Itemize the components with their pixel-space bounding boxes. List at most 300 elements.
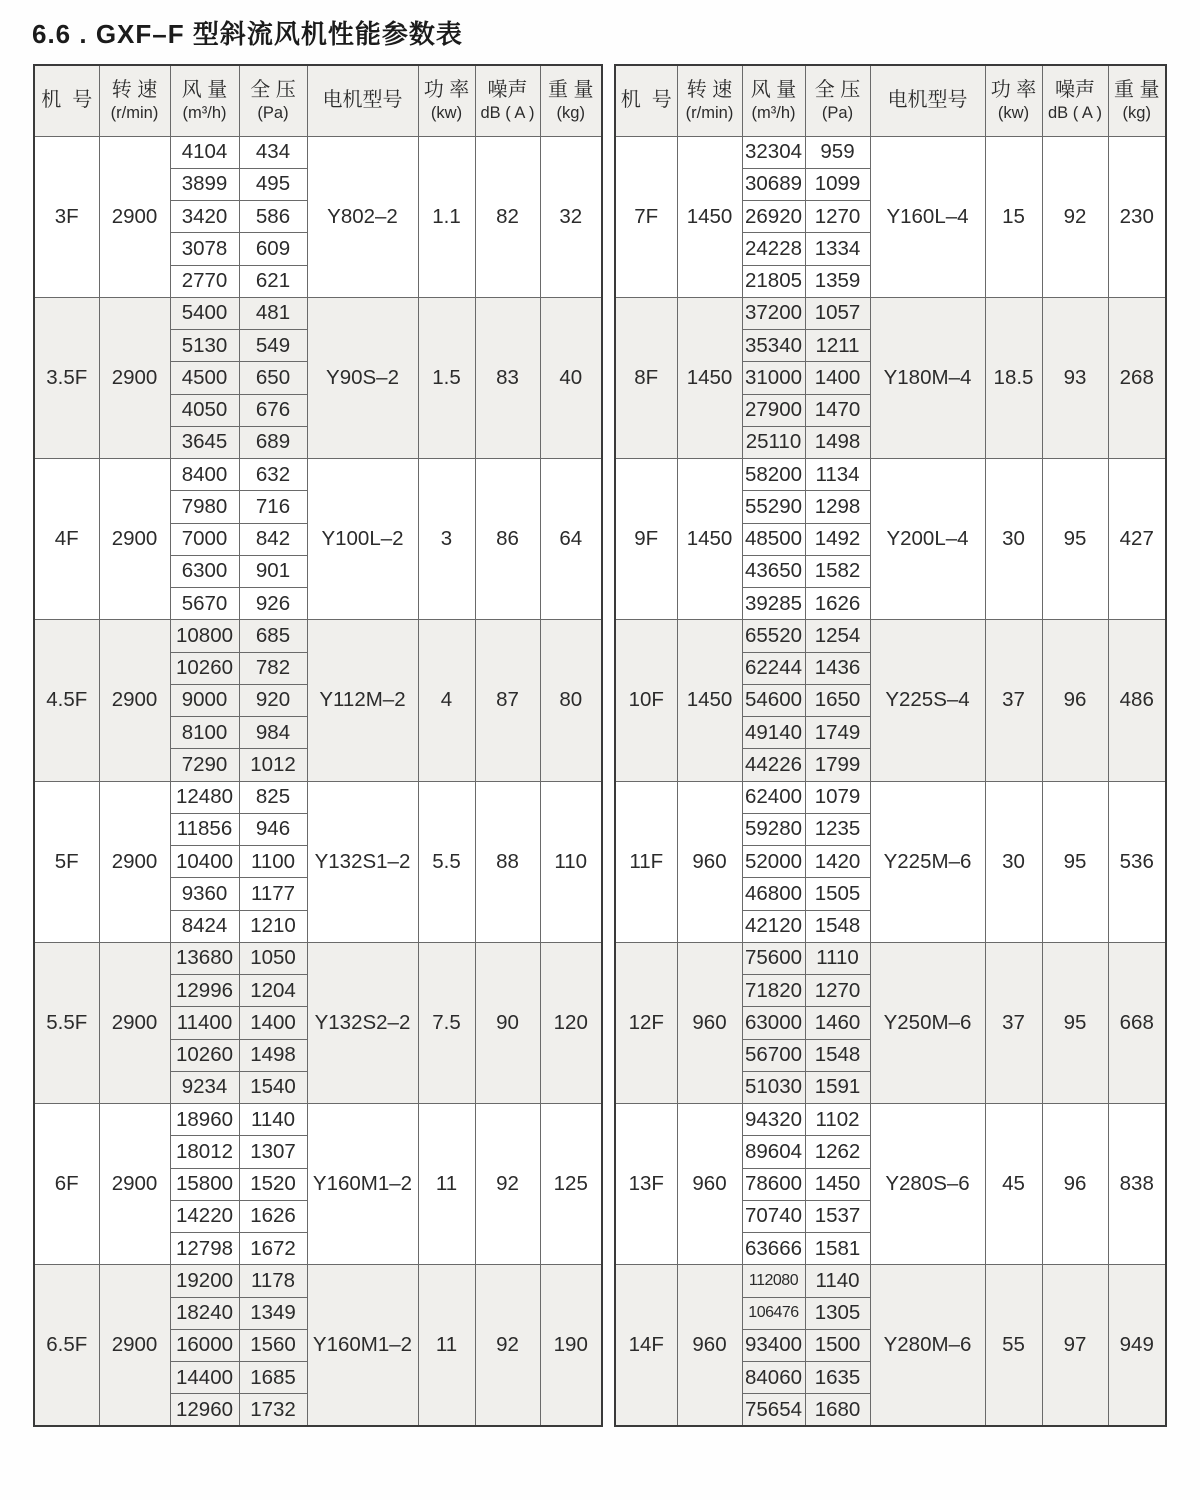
model-cell: 5.5F <box>34 942 99 1103</box>
airflow-cell: 89604 <box>742 1136 805 1168</box>
pressure-cell: 1650 <box>805 684 870 716</box>
weight-cell: 230 <box>1108 136 1166 297</box>
weight-cell: 32 <box>540 136 602 297</box>
pressure-cell: 689 <box>239 426 307 458</box>
airflow-cell: 19200 <box>170 1265 239 1297</box>
airflow-cell: 8400 <box>170 459 239 491</box>
page-title: 6.6 . GXF–F 型斜流风机性能参数表 <box>32 19 463 49</box>
pressure-cell: 1400 <box>805 362 870 394</box>
airflow-cell: 11856 <box>170 813 239 845</box>
model-cell: 12F <box>615 942 677 1103</box>
model-cell: 14F <box>615 1265 677 1426</box>
weight-cell: 190 <box>540 1265 602 1426</box>
airflow-cell: 25110 <box>742 426 805 458</box>
noise-cell: 93 <box>1042 297 1108 458</box>
pressure-cell: 1548 <box>805 910 870 942</box>
airflow-cell: 75654 <box>742 1394 805 1426</box>
airflow-cell: 8100 <box>170 717 239 749</box>
airflow-cell: 62244 <box>742 652 805 684</box>
airflow-cell: 63000 <box>742 1007 805 1039</box>
col-header-speed <box>677 65 742 136</box>
speed-cell: 960 <box>677 1265 742 1426</box>
pressure-cell: 1177 <box>239 878 307 910</box>
airflow-cell: 59280 <box>742 813 805 845</box>
noise-cell: 86 <box>475 459 540 620</box>
pressure-cell: 1400 <box>239 1007 307 1039</box>
pressure-cell: 495 <box>239 168 307 200</box>
noise-cell: 83 <box>475 297 540 458</box>
fan-row-12F-point-1 <box>615 942 1166 974</box>
power-cell: 4 <box>418 620 475 781</box>
motor-cell: Y112M–2 <box>307 620 418 781</box>
motor-cell: Y132S2–2 <box>307 942 418 1103</box>
pressure-cell: 901 <box>239 555 307 587</box>
col-header-airflow-label: 风 量 <box>750 78 797 101</box>
col-header-pressure <box>805 65 870 136</box>
model-cell: 9F <box>615 459 677 620</box>
model-cell: 13F <box>615 1104 677 1265</box>
col-header-motor <box>870 65 985 136</box>
airflow-cell: 54600 <box>742 684 805 716</box>
weight-cell: 80 <box>540 620 602 781</box>
airflow-cell: 43650 <box>742 555 805 587</box>
col-header-airflow-unit: (m³/h) <box>751 103 796 122</box>
noise-cell: 82 <box>475 136 540 297</box>
pressure-cell: 1334 <box>805 233 870 265</box>
airflow-cell: 10260 <box>170 652 239 684</box>
col-header-airflow <box>742 65 805 136</box>
airflow-cell: 65520 <box>742 620 805 652</box>
pressure-cell: 1100 <box>239 846 307 878</box>
speed-cell: 2900 <box>99 942 170 1103</box>
airflow-cell: 5130 <box>170 330 239 362</box>
pressure-cell: 1211 <box>805 330 870 362</box>
pressure-cell: 1140 <box>805 1265 870 1297</box>
airflow-cell: 18960 <box>170 1104 239 1136</box>
col-header-model <box>615 65 677 136</box>
weight-cell: 668 <box>1108 942 1166 1103</box>
airflow-cell: 6300 <box>170 555 239 587</box>
airflow-cell: 12480 <box>170 781 239 813</box>
pressure-cell: 632 <box>239 459 307 491</box>
performance-table-left <box>33 64 603 1427</box>
noise-cell: 95 <box>1042 781 1108 942</box>
col-header-model <box>34 65 99 136</box>
pressure-cell: 984 <box>239 717 307 749</box>
airflow-cell: 106476 <box>742 1297 805 1329</box>
model-cell: 4.5F <box>34 620 99 781</box>
airflow-cell: 11400 <box>170 1007 239 1039</box>
airflow-cell: 84060 <box>742 1362 805 1394</box>
airflow-cell: 3899 <box>170 168 239 200</box>
airflow-cell: 51030 <box>742 1071 805 1103</box>
pressure-cell: 1537 <box>805 1200 870 1232</box>
model-cell: 3F <box>34 136 99 297</box>
airflow-cell: 46800 <box>742 878 805 910</box>
airflow-cell: 4500 <box>170 362 239 394</box>
power-cell: 5.5 <box>418 781 475 942</box>
motor-cell: Y802–2 <box>307 136 418 297</box>
col-header-speed-unit: (r/min) <box>110 103 159 122</box>
pressure-cell: 1582 <box>805 555 870 587</box>
motor-cell: Y160M1–2 <box>307 1265 418 1426</box>
col-header-power <box>418 65 475 136</box>
airflow-cell: 58200 <box>742 459 805 491</box>
airflow-cell: 12960 <box>170 1394 239 1426</box>
col-header-power-label: 功 率 <box>990 78 1037 101</box>
pressure-cell: 1450 <box>805 1168 870 1200</box>
fan-row-10F-point-1 <box>615 620 1166 652</box>
pressure-cell: 1685 <box>239 1362 307 1394</box>
motor-cell: Y280M–6 <box>870 1265 985 1426</box>
airflow-cell: 10400 <box>170 846 239 878</box>
pressure-cell: 1210 <box>239 910 307 942</box>
pressure-cell: 1307 <box>239 1136 307 1168</box>
pressure-cell: 782 <box>239 652 307 684</box>
motor-cell: Y225M–6 <box>870 781 985 942</box>
airflow-cell: 12798 <box>170 1233 239 1265</box>
noise-cell: 92 <box>475 1265 540 1426</box>
col-header-speed-label: 转 速 <box>111 78 158 101</box>
airflow-cell: 9234 <box>170 1071 239 1103</box>
pressure-cell: 1110 <box>805 942 870 974</box>
noise-cell: 95 <box>1042 459 1108 620</box>
airflow-cell: 7000 <box>170 523 239 555</box>
power-cell: 30 <box>985 781 1042 942</box>
col-header-pressure-label: 全 压 <box>250 78 296 101</box>
airflow-cell: 75600 <box>742 942 805 974</box>
col-header-speed <box>99 65 170 136</box>
motor-cell: Y250M–6 <box>870 942 985 1103</box>
airflow-cell: 16000 <box>170 1329 239 1361</box>
pressure-cell: 1548 <box>805 1039 870 1071</box>
motor-cell: Y132S1–2 <box>307 781 418 942</box>
airflow-cell: 18012 <box>170 1136 239 1168</box>
pressure-cell: 716 <box>239 491 307 523</box>
col-header-weight-label: 重 量 <box>1113 78 1160 101</box>
noise-cell: 90 <box>475 942 540 1103</box>
pressure-cell: 1254 <box>805 620 870 652</box>
pressure-cell: 959 <box>805 136 870 168</box>
pressure-cell: 920 <box>239 684 307 716</box>
performance-table-right <box>614 64 1167 1427</box>
pressure-cell: 926 <box>239 588 307 620</box>
motor-cell: Y200L–4 <box>870 459 985 620</box>
airflow-cell: 62400 <box>742 781 805 813</box>
speed-cell: 2900 <box>99 781 170 942</box>
col-header-noise <box>1042 65 1108 136</box>
pressure-cell: 1672 <box>239 1233 307 1265</box>
fan-row-8F-point-1 <box>615 297 1166 329</box>
airflow-cell: 63666 <box>742 1233 805 1265</box>
motor-cell: Y225S–4 <box>870 620 985 781</box>
col-header-noise <box>475 65 540 136</box>
airflow-cell: 56700 <box>742 1039 805 1071</box>
pressure-cell: 1420 <box>805 846 870 878</box>
pressure-cell: 586 <box>239 201 307 233</box>
model-cell: 6F <box>34 1104 99 1265</box>
weight-cell: 110 <box>540 781 602 942</box>
airflow-cell: 15800 <box>170 1168 239 1200</box>
col-header-power-unit: (kw) <box>997 103 1030 122</box>
airflow-cell: 24228 <box>742 233 805 265</box>
tables-container <box>33 64 1167 1427</box>
airflow-cell: 71820 <box>742 975 805 1007</box>
pressure-cell: 1359 <box>805 265 870 297</box>
model-cell: 8F <box>615 297 677 458</box>
pressure-cell: 1178 <box>239 1265 307 1297</box>
airflow-cell: 10800 <box>170 620 239 652</box>
pressure-cell: 1140 <box>239 1104 307 1136</box>
speed-cell: 2900 <box>99 297 170 458</box>
col-header-weight-unit: (kg) <box>1122 103 1151 122</box>
speed-cell: 1450 <box>677 136 742 297</box>
pressure-cell: 1520 <box>239 1168 307 1200</box>
pressure-cell: 1470 <box>805 394 870 426</box>
pressure-cell: 1057 <box>805 297 870 329</box>
airflow-cell: 4104 <box>170 136 239 168</box>
pressure-cell: 1498 <box>805 426 870 458</box>
pressure-cell: 1305 <box>805 1297 870 1329</box>
col-header-speed-unit: (r/min) <box>685 103 734 122</box>
airflow-cell: 70740 <box>742 1200 805 1232</box>
col-header-pressure-label: 全 压 <box>814 78 861 101</box>
fan-row-6F-point-1 <box>34 1104 602 1136</box>
airflow-cell: 21805 <box>742 265 805 297</box>
airflow-cell: 26920 <box>742 201 805 233</box>
pressure-cell: 621 <box>239 265 307 297</box>
speed-cell: 1450 <box>677 459 742 620</box>
col-header-power-unit: (kw) <box>430 103 463 122</box>
col-header-power-label: 功 率 <box>423 78 470 101</box>
col-header-motor-label: 电机型号 <box>887 89 968 112</box>
col-header-pressure-unit: (Pa) <box>821 103 854 122</box>
airflow-cell: 2770 <box>170 265 239 297</box>
weight-cell: 949 <box>1108 1265 1166 1426</box>
speed-cell: 1450 <box>677 297 742 458</box>
fan-row-5.5F-point-1 <box>34 942 602 974</box>
pressure-cell: 1270 <box>805 975 870 1007</box>
pressure-cell: 1540 <box>239 1071 307 1103</box>
noise-cell: 96 <box>1042 1104 1108 1265</box>
airflow-cell: 9000 <box>170 684 239 716</box>
weight-cell: 125 <box>540 1104 602 1265</box>
power-cell: 37 <box>985 620 1042 781</box>
pressure-cell: 1012 <box>239 749 307 781</box>
noise-cell: 92 <box>475 1104 540 1265</box>
col-header-pressure-unit: (Pa) <box>257 103 289 122</box>
motor-cell: Y180M–4 <box>870 297 985 458</box>
pressure-cell: 1492 <box>805 523 870 555</box>
weight-cell: 486 <box>1108 620 1166 781</box>
noise-cell: 87 <box>475 620 540 781</box>
airflow-cell: 42120 <box>742 910 805 942</box>
power-cell: 1.5 <box>418 297 475 458</box>
weight-cell: 427 <box>1108 459 1166 620</box>
power-cell: 1.1 <box>418 136 475 297</box>
col-header-weight <box>540 65 602 136</box>
pressure-cell: 1349 <box>239 1297 307 1329</box>
pressure-cell: 1626 <box>805 588 870 620</box>
pressure-cell: 609 <box>239 233 307 265</box>
col-header-motor-label: 电机型号 <box>322 89 403 112</box>
col-header-speed-label: 转 速 <box>686 78 733 101</box>
col-header-weight <box>1108 65 1166 136</box>
model-cell: 4F <box>34 459 99 620</box>
col-header-weight-label: 重 量 <box>547 78 594 101</box>
power-cell: 7.5 <box>418 942 475 1103</box>
model-cell: 3.5F <box>34 297 99 458</box>
pressure-cell: 1235 <box>805 813 870 845</box>
airflow-cell: 12996 <box>170 975 239 1007</box>
pressure-cell: 1262 <box>805 1136 870 1168</box>
model-cell: 6.5F <box>34 1265 99 1426</box>
airflow-cell: 5670 <box>170 588 239 620</box>
fan-row-11F-point-1 <box>615 781 1166 813</box>
pressure-cell: 676 <box>239 394 307 426</box>
pressure-cell: 685 <box>239 620 307 652</box>
power-cell: 45 <box>985 1104 1042 1265</box>
pressure-cell: 434 <box>239 136 307 168</box>
fan-row-9F-point-1 <box>615 459 1166 491</box>
model-cell: 7F <box>615 136 677 297</box>
airflow-cell: 14400 <box>170 1362 239 1394</box>
airflow-cell: 30689 <box>742 168 805 200</box>
power-cell: 15 <box>985 136 1042 297</box>
weight-cell: 40 <box>540 297 602 458</box>
airflow-cell: 3420 <box>170 201 239 233</box>
pressure-cell: 1436 <box>805 652 870 684</box>
airflow-cell: 10260 <box>170 1039 239 1071</box>
airflow-cell: 9360 <box>170 878 239 910</box>
airflow-cell: 8424 <box>170 910 239 942</box>
airflow-cell: 31000 <box>742 362 805 394</box>
power-cell: 55 <box>985 1265 1042 1426</box>
pressure-cell: 946 <box>239 813 307 845</box>
fan-row-4.5F-point-1 <box>34 620 602 652</box>
noise-cell: 96 <box>1042 620 1108 781</box>
weight-cell: 536 <box>1108 781 1166 942</box>
fan-row-6.5F-point-1 <box>34 1265 602 1297</box>
noise-cell: 88 <box>475 781 540 942</box>
pressure-cell: 1270 <box>805 201 870 233</box>
motor-cell: Y280S–6 <box>870 1104 985 1265</box>
airflow-cell: 18240 <box>170 1297 239 1329</box>
model-cell: 11F <box>615 781 677 942</box>
speed-cell: 1450 <box>677 620 742 781</box>
power-cell: 37 <box>985 942 1042 1103</box>
pressure-cell: 1298 <box>805 491 870 523</box>
pressure-cell: 650 <box>239 362 307 394</box>
pressure-cell: 1460 <box>805 1007 870 1039</box>
power-cell: 11 <box>418 1104 475 1265</box>
airflow-cell: 4050 <box>170 394 239 426</box>
noise-cell: 97 <box>1042 1265 1108 1426</box>
airflow-cell: 5400 <box>170 297 239 329</box>
airflow-cell: 35340 <box>742 330 805 362</box>
pressure-cell: 549 <box>239 330 307 362</box>
airflow-cell: 7290 <box>170 749 239 781</box>
weight-cell: 120 <box>540 942 602 1103</box>
col-header-noise-unit: dB ( A ) <box>1047 103 1103 122</box>
noise-cell: 95 <box>1042 942 1108 1103</box>
airflow-cell: 14220 <box>170 1200 239 1232</box>
speed-cell: 2900 <box>99 459 170 620</box>
pressure-cell: 1581 <box>805 1233 870 1265</box>
fan-row-14F-point-1 <box>615 1265 1166 1297</box>
airflow-cell: 52000 <box>742 846 805 878</box>
speed-cell: 2900 <box>99 620 170 781</box>
airflow-cell: 44226 <box>742 749 805 781</box>
pressure-cell: 1560 <box>239 1329 307 1361</box>
pressure-cell: 1749 <box>805 717 870 749</box>
speed-cell: 2900 <box>99 1104 170 1265</box>
airflow-cell: 32304 <box>742 136 805 168</box>
col-header-weight-unit: (kg) <box>556 103 585 122</box>
model-cell: 10F <box>615 620 677 781</box>
pressure-cell: 1050 <box>239 942 307 974</box>
col-header-airflow-label: 风 量 <box>181 78 228 101</box>
airflow-cell: 3078 <box>170 233 239 265</box>
fan-row-3.5F-point-1 <box>34 297 602 329</box>
airflow-cell: 27900 <box>742 394 805 426</box>
speed-cell: 960 <box>677 781 742 942</box>
col-header-power <box>985 65 1042 136</box>
speed-cell: 2900 <box>99 1265 170 1426</box>
fan-row-3F-point-1 <box>34 136 602 168</box>
pressure-cell: 825 <box>239 781 307 813</box>
pressure-cell: 1079 <box>805 781 870 813</box>
power-cell: 30 <box>985 459 1042 620</box>
motor-cell: Y160L–4 <box>870 136 985 297</box>
pressure-cell: 1134 <box>805 459 870 491</box>
pressure-cell: 1500 <box>805 1329 870 1361</box>
pressure-cell: 842 <box>239 523 307 555</box>
airflow-cell: 39285 <box>742 588 805 620</box>
pressure-cell: 481 <box>239 297 307 329</box>
motor-cell: Y160M1–2 <box>307 1104 418 1265</box>
speed-cell: 960 <box>677 1104 742 1265</box>
col-header-pressure <box>239 65 307 136</box>
power-cell: 11 <box>418 1265 475 1426</box>
col-header-noise-label: 噪声 <box>1055 78 1095 101</box>
airflow-cell: 112080 <box>742 1265 805 1297</box>
airflow-cell: 3645 <box>170 426 239 458</box>
airflow-cell: 94320 <box>742 1104 805 1136</box>
col-header-airflow-unit: (m³/h) <box>182 103 227 122</box>
pressure-cell: 1591 <box>805 1071 870 1103</box>
motor-cell: Y90S–2 <box>307 297 418 458</box>
pressure-cell: 1799 <box>805 749 870 781</box>
col-header-airflow <box>170 65 239 136</box>
pressure-cell: 1505 <box>805 878 870 910</box>
speed-cell: 960 <box>677 942 742 1103</box>
airflow-cell: 7980 <box>170 491 239 523</box>
col-header-model-label: 机 号 <box>41 89 93 112</box>
col-header-model-label: 机 号 <box>620 89 672 112</box>
pressure-cell: 1498 <box>239 1039 307 1071</box>
airflow-cell: 49140 <box>742 717 805 749</box>
fan-row-7F-point-1 <box>615 136 1166 168</box>
weight-cell: 268 <box>1108 297 1166 458</box>
motor-cell: Y100L–2 <box>307 459 418 620</box>
col-header-noise-unit: dB ( A ) <box>480 103 535 122</box>
airflow-cell: 55290 <box>742 491 805 523</box>
speed-cell: 2900 <box>99 136 170 297</box>
weight-cell: 838 <box>1108 1104 1166 1265</box>
pressure-cell: 1204 <box>239 975 307 1007</box>
col-header-motor <box>307 65 418 136</box>
